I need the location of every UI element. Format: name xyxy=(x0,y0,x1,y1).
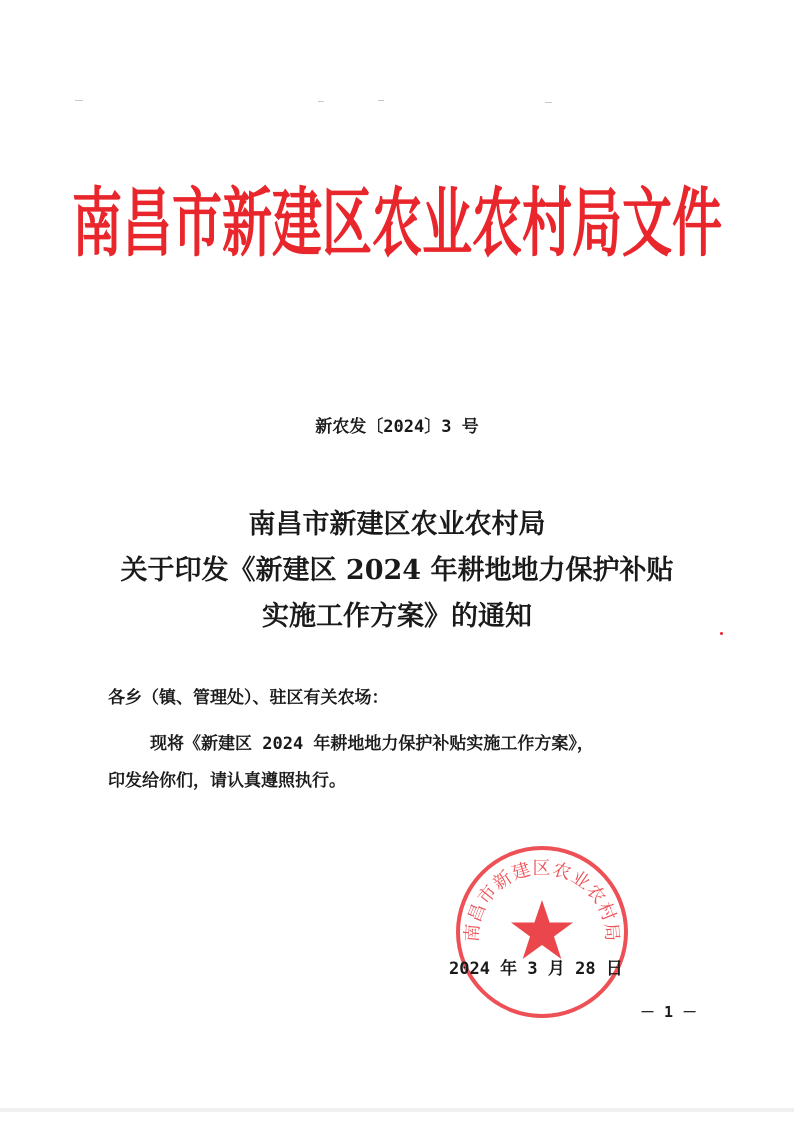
body-paragraph: 印发给你们，请认真遵照执行。 xyxy=(108,771,346,791)
scan-edge xyxy=(0,1108,794,1112)
page-number: － 1 － xyxy=(640,1003,698,1021)
document-number: 新农发〔2024〕3 号 xyxy=(315,417,479,437)
notice-title-line: 实施工作方案》的通知 xyxy=(262,601,532,632)
document-header-title: 南昌市新建区农业农村局文件 xyxy=(72,178,722,267)
addressee: 各乡（镇、管理处）、驻区有关农场： xyxy=(108,688,389,708)
notice-title xyxy=(0,502,794,640)
official-seal xyxy=(452,842,632,1022)
seal-text: 南昌市新建区农业农村局 xyxy=(461,858,623,943)
notice-title-line: 南昌市新建区农业农村局 xyxy=(248,509,546,540)
issue-date: 2024 年 3 月 28 日 xyxy=(449,959,623,979)
scan-speck xyxy=(75,100,83,101)
scan-speck xyxy=(318,101,324,102)
body-paragraph: 现将《新建区 2024 年耕地地力保护补贴实施工作方案》， xyxy=(150,734,594,754)
scan-speck xyxy=(545,102,552,103)
scan-speck xyxy=(378,100,384,101)
star-icon xyxy=(511,900,573,959)
notice-title-line: 关于印发《新建区 2024 年耕地地力保护补贴 xyxy=(120,555,674,586)
